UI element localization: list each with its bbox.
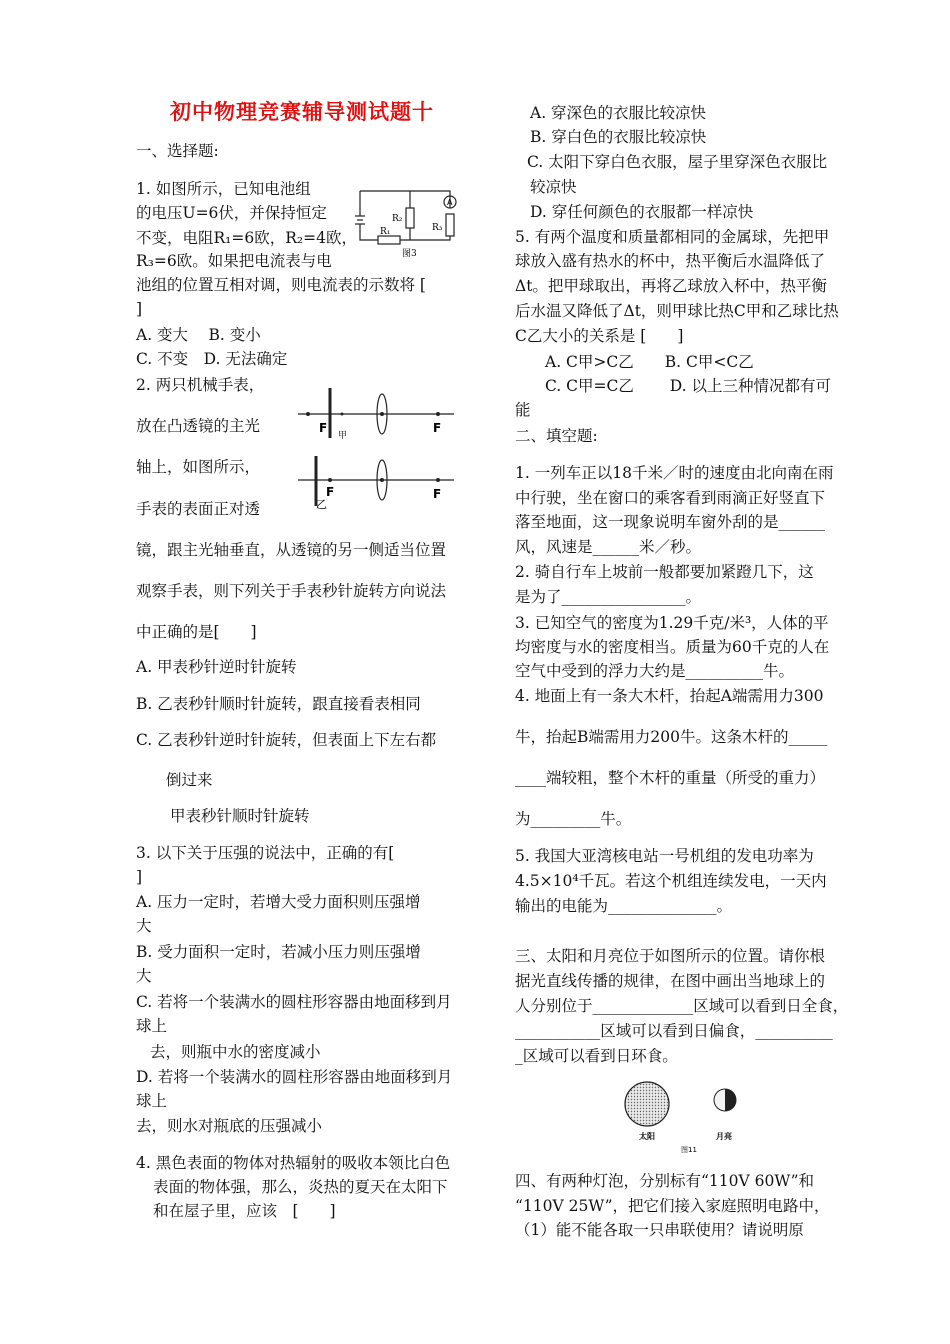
q2-line: 放在凸透镜的主光 — [136, 417, 261, 435]
lens-figure — [296, 384, 456, 519]
q2-line: 2. 两只机械手表， — [136, 376, 265, 394]
sec3-line: _区域可以看到日环食。 — [515, 1047, 678, 1065]
q2-line: 中正确的是[ ] — [136, 623, 257, 641]
moon-label: 月亮 — [716, 1132, 732, 1141]
q5-line: C乙大小的关系是 [ ] — [515, 327, 684, 345]
q4-line: 4. 黑色表面的物体对热辐射的吸收本领比白色 — [136, 1154, 451, 1172]
q3-option: D. 若将一个装满水的圆柱形容器由地面移到月 — [136, 1068, 453, 1086]
figure3-caption: 图3 — [402, 249, 417, 258]
ammeter-label: A — [447, 198, 453, 207]
sec3-line: ___________区域可以看到日偏食，__________ — [515, 1022, 833, 1040]
sec4-line: （1）能不能各取一只串联使用？请说明原 — [515, 1221, 804, 1239]
q1-option: A. 变大 B. 变小 — [136, 326, 261, 344]
q5-option: A. C甲>C乙 B. C甲<C乙 — [545, 353, 754, 371]
sec3-line: 据光直线传播的规律，在图中画出当地球上的 — [515, 972, 826, 990]
q4-option: B. 穿白色的衣服比较凉快 — [530, 128, 707, 146]
sun-label: 太阳 — [639, 1132, 655, 1141]
r3-label: R₃ — [432, 223, 443, 233]
watch-yi-label: 乙 — [316, 498, 327, 511]
f4-line: 牛，抬起B端需用力200牛。这条木杆的_____ — [515, 728, 828, 746]
q5-line: 球放入盛有热水的杯中，热平衡后水温降低了 — [515, 252, 826, 270]
q5-line: 后水温又降低了Δt，则甲球比热C甲和乙球比热 — [515, 302, 839, 320]
f4-line: ____端较粗，整个木杆的重量（所受的重力） — [515, 769, 826, 787]
q3-option: 大 — [136, 917, 152, 935]
q2-option: 甲表秒针顺时针旋转 — [170, 807, 310, 825]
q2-line: 观察手表，则下列关于手表秒针旋转方向说法 — [136, 582, 447, 600]
q2-option: A. 甲表秒针逆时针旋转 — [136, 658, 297, 676]
page-title: 初中物理竞赛辅导测试题十 — [170, 100, 434, 124]
q2-option: C. 乙表秒针逆时针旋转，但表面上下左右都 — [136, 731, 437, 749]
q1-line: 不变，电阻R₁=6欧，R₂=4欧， — [136, 229, 357, 247]
q3-option: 大 — [136, 967, 152, 985]
q3-option: B. 受力面积一定时，若减小压力则压强增 — [136, 943, 421, 961]
q2-line: 轴上，如图所示， — [136, 458, 261, 476]
q4-line: 和在屋子里，应该 [ ] — [153, 1202, 336, 1220]
q5-option: C. C甲=C乙 D. 以上三种情况都有可 — [545, 377, 832, 395]
q3-option: A. 压力一定时，若增大受力面积则压强增 — [136, 893, 421, 911]
q4-option: C. 太阳下穿白色衣服，屋子里穿深色衣服比 — [527, 153, 828, 171]
f4-line: 为_________牛。 — [515, 810, 632, 828]
sec4-line: “110V 25W”，把它们接入家庭照明电路中， — [515, 1197, 830, 1215]
focus-label: F — [319, 421, 328, 435]
q2-line: 手表的表面正对透 — [136, 500, 261, 518]
f5-line: 输出的电能为______________。 — [515, 897, 733, 915]
q1-line: ] — [136, 300, 143, 318]
q3-option: 球上 — [136, 1092, 168, 1110]
f3-line: 3. 已知空气的密度为1.29千克/米³，人体的平 — [515, 614, 829, 632]
q5-line: Δt。把甲球取出，再将乙球放入杯中，热平衡 — [515, 277, 827, 295]
q1-option: C. 不变 D. 无法确定 — [136, 350, 288, 368]
focus-label: F — [433, 487, 442, 501]
q4-line: 表面的物体强，那么，炎热的夏天在太阳下 — [153, 1178, 448, 1196]
focus-label: F — [326, 485, 335, 499]
f1-line: 落至地面，这一现象说明车窗外刮的是______ — [515, 513, 826, 531]
q4-option: D. 穿任何颜色的衣服都一样凉快 — [530, 203, 754, 221]
sec3-line: 三、太阳和月亮位于如图所示的位置。请你根 — [515, 947, 826, 965]
f5-line: 4.5×10⁴千瓦。若这个机组连续发电，一天内 — [515, 872, 827, 890]
q5-line: 5. 有两个温度和质量都相同的金属球，先把甲 — [515, 228, 830, 246]
q3-option: 去，则瓶中水的密度减小 — [150, 1043, 321, 1061]
q4-option: 较凉快 — [530, 178, 577, 196]
f3-line: 空气中受到的浮力大约是__________牛。 — [515, 662, 795, 680]
section-fill: 二、填空题: — [515, 427, 598, 445]
q3-option: 球上 — [136, 1017, 168, 1035]
watch-jia-label: 甲 — [338, 431, 348, 441]
q1-line: R₃=6欧。如果把电流表与电 — [136, 252, 332, 270]
q4-option: A. 穿深色的衣服比较凉快 — [530, 104, 707, 122]
f1-line: 1. 一列车正以18千米／时的速度由北向南在雨 — [515, 464, 834, 482]
q1-line: 池组的位置互相对调，则电流表的示数将 [ — [136, 276, 426, 294]
q2-option: 倒过来 — [166, 771, 213, 789]
q1-line: 的电压U=6伏，并保持恒定 — [136, 204, 327, 222]
f4-line: 4. 地面上有一条大木杆，抬起A端需用力300 — [515, 687, 824, 705]
r1-label: R₁ — [380, 227, 391, 237]
f3-line: 均密度与水的密度相当。质量为60千克的人在 — [515, 638, 830, 656]
q3-option: 去，则水对瓶底的压强减小 — [136, 1117, 323, 1135]
f5-line: 5. 我国大亚湾核电站一号机组的发电功率为 — [515, 847, 814, 865]
q2-option: B. 乙表秒针顺时针旋转，跟直接看表相同 — [136, 695, 421, 713]
q2-line: 镜，跟主光轴垂直，从透镜的另一侧适当位置 — [136, 541, 447, 559]
section-choice: 一、选择题: — [136, 142, 219, 160]
sun-moon-figure — [615, 1080, 755, 1155]
q3-line: ] — [136, 868, 143, 886]
q3-line: 3. 以下关于压强的说法中，正确的有[ — [136, 844, 395, 862]
circuit-figure — [350, 186, 465, 258]
f2-line: 2. 骑自行车上坡前一般都要加紧蹬几下，这 — [515, 563, 814, 581]
sec3-line: 人分别位于_____________区域可以看到日全食， — [515, 997, 849, 1015]
f2-line: 是为了________________。 — [515, 588, 702, 606]
f1-line: 中行驶，坐在窗口的乘客看到雨滴正好竖直下 — [515, 489, 826, 507]
q3-option: C. 若将一个装满水的圆柱形容器由地面移到月 — [136, 993, 452, 1011]
figure11-caption: 图11 — [681, 1146, 697, 1154]
sec4-line: 四、有两种灯泡，分别标有“110V 60W”和 — [515, 1172, 814, 1190]
r2-label: R₂ — [392, 214, 403, 224]
q5-option: 能 — [515, 401, 531, 419]
q1-line: 1. 如图所示，已知电池组 — [136, 180, 311, 198]
focus-label: F — [433, 421, 442, 435]
f1-line: 风，风速是______米／秒。 — [515, 538, 702, 556]
